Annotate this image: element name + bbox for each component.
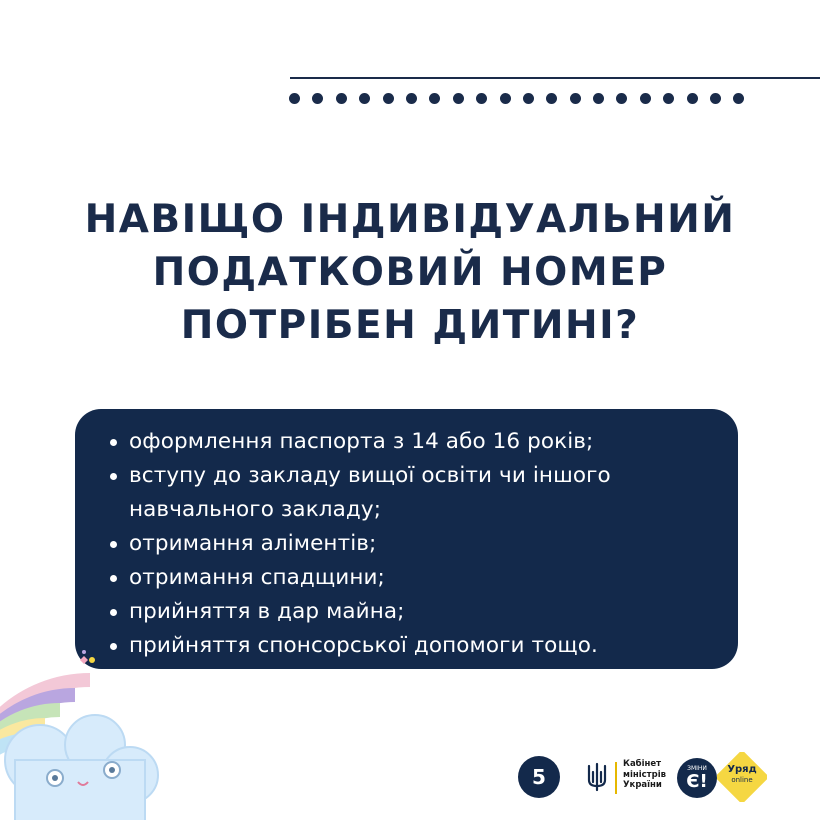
- rainbow-cloud-illustration: [0, 630, 200, 820]
- list-item: прийняття спонсорської допомоги тощо.: [129, 629, 718, 663]
- cabinet-logo-text: Кабінет міністрів України: [623, 759, 666, 790]
- decorative-dots-row: [289, 93, 744, 104]
- page-title: [60, 193, 760, 352]
- title-line: ПОДАТКОВИЙ НОМЕР: [152, 250, 668, 295]
- list-item: отримання спадщини;: [129, 561, 718, 595]
- list-item: оформлення паспорта з 14 або 16 років;: [129, 425, 718, 459]
- title-line: ПОТРІБЕН ДИТИНІ?: [180, 303, 640, 348]
- list-item: отримання аліментів;: [129, 527, 718, 561]
- reasons-list: [129, 425, 718, 663]
- top-divider-line: [290, 77, 820, 79]
- zminy-logo: ЗМІНИ Є!: [677, 758, 717, 798]
- list-item: вступу до закладу вищої освіти чи іншого навчального закладу;: [129, 459, 718, 527]
- trident-icon: [586, 762, 608, 792]
- list-item: прийняття в дар майна;: [129, 595, 718, 629]
- title-line: НАВІЩО ІНДИВІДУАЛЬНИЙ: [84, 197, 736, 242]
- page-number-badge: 5: [518, 756, 560, 798]
- logo-divider: [615, 762, 617, 794]
- uryad-online-logo-text: Уряд online: [727, 764, 757, 784]
